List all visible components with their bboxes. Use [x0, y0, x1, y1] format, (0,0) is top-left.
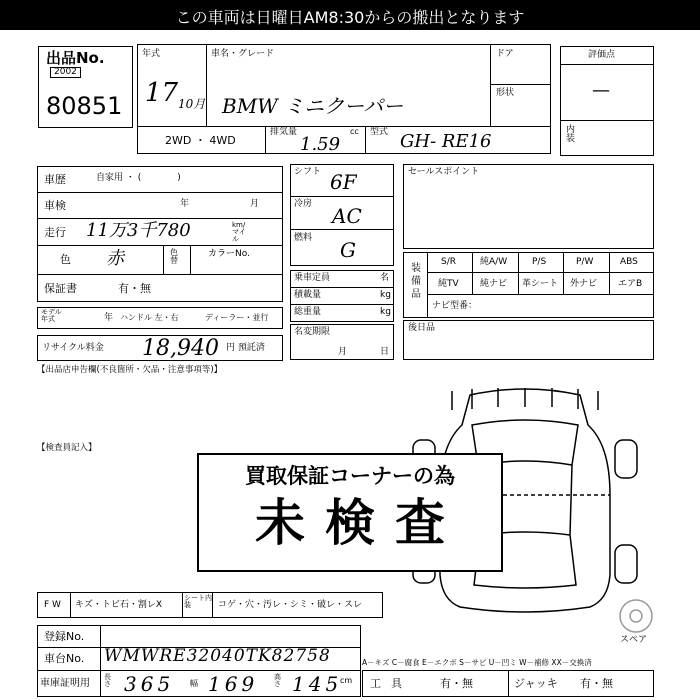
after-label: 後日品	[408, 323, 436, 333]
inspection-year: 年	[180, 199, 190, 209]
warranty-label: 保証書	[44, 282, 77, 295]
tools-label: 工具	[370, 677, 412, 690]
equip-abs: ABS	[620, 257, 638, 267]
inspection-label: 車検	[44, 199, 66, 212]
equip-sr: S/R	[441, 257, 456, 267]
color-change-label: 色替	[170, 248, 178, 265]
lot-number: 80851	[46, 92, 123, 120]
equip-tv: 純TV	[438, 279, 459, 289]
width-label: 幅	[190, 679, 198, 688]
inspector-label: 【検査員記入】	[37, 443, 97, 453]
banner-text: この車両は日曜日AM8:30からの搬出となります	[175, 8, 525, 27]
capacity-label: 乗車定員	[294, 273, 331, 283]
capacity-unit: 名	[380, 273, 390, 283]
weight-unit: kg	[380, 307, 391, 317]
name-change-day: 日	[380, 347, 390, 357]
load-unit: kg	[380, 290, 391, 300]
interior-label: 内装	[566, 125, 576, 144]
name-change-month: 月	[338, 347, 348, 357]
cc-label: cc	[350, 127, 359, 136]
fuel-label: 燃料	[294, 233, 313, 243]
height-value: 145	[292, 672, 343, 696]
equip-ext-navi: 外ナビ	[570, 279, 598, 289]
ac-value: AC	[332, 204, 362, 228]
tools-value: 有・無	[440, 677, 473, 690]
after-box	[403, 320, 654, 360]
reg-label: 登録No.	[44, 630, 85, 643]
equip-navi-model: ナビ型番：	[432, 301, 478, 311]
equip-airbag: エアB	[618, 279, 643, 289]
jack-value: 有・無	[580, 677, 613, 690]
name-change-label: 名変期限	[294, 327, 331, 337]
lot-year-tag: 2002	[50, 67, 81, 78]
len-label: 長さ	[104, 673, 111, 688]
month-value: 10月	[178, 97, 206, 111]
handle-label: ハンドル 左・右	[120, 313, 179, 322]
spare-tire-icon	[618, 598, 654, 634]
fw-label: F W	[44, 600, 61, 610]
equip-pw: P/W	[576, 257, 594, 267]
width-value: 169	[208, 672, 259, 696]
spare-label: スペア	[620, 635, 648, 645]
displacement-label: 排気量	[270, 127, 298, 137]
color-label: 色	[60, 253, 71, 266]
history-label: 車歴	[44, 173, 66, 186]
recycle-unit: 円 預託済	[226, 343, 265, 353]
model-year-label: モデル年式	[41, 308, 62, 323]
year-value: 17	[145, 78, 179, 108]
rating-label: 評価点	[588, 50, 616, 60]
equip-ps: P/S	[532, 257, 547, 267]
jack-label: ジャッキ	[514, 677, 558, 690]
stamp-line2: 未検査	[255, 494, 465, 552]
stamp-line1: 買取保証コーナーの為	[245, 464, 455, 488]
name-value: BMW ミニクーパー	[222, 94, 404, 118]
mileage-km: km/マイル	[232, 221, 246, 243]
rating-value: —	[592, 80, 610, 101]
damage-legend: A－キズ C－腐食 E－エクボ S－サビ U－凹ミ W－補修 XX－交換済	[362, 658, 592, 667]
equip-navi: 純ナビ	[480, 279, 508, 289]
fuel-value: G	[340, 238, 356, 262]
recycle-label: リサイクル料金	[42, 343, 104, 353]
equipment-label: 装備品	[411, 263, 421, 300]
load-label: 積載量	[294, 290, 322, 300]
mileage-value: 11万3千780	[86, 220, 191, 241]
history-value: 自家用 ・ ( )	[96, 173, 181, 183]
model-year-unit: 年	[104, 313, 114, 323]
cm-label: cm	[340, 676, 353, 685]
displacement-value: 1.59	[300, 134, 341, 155]
lot-label: 出品No.	[46, 49, 105, 67]
inspection-month: 月	[250, 199, 260, 209]
sales-point-label: セールスポイント	[408, 167, 480, 177]
len-value: 365	[124, 672, 175, 696]
color-value: 赤	[106, 248, 124, 269]
mileage-label: 走行	[44, 226, 66, 239]
ac-label: 冷房	[294, 199, 313, 209]
model-label: 型式	[370, 127, 389, 137]
year-label: 年式	[142, 49, 161, 59]
weight-label: 総重量	[294, 307, 322, 317]
recycle-value: 18,940	[142, 336, 219, 361]
chassis-value: WMWRE32040TK82758	[104, 646, 331, 666]
door-label: ドア	[496, 49, 514, 59]
shape-label: 形状	[496, 88, 515, 98]
equip-leather: 革シート	[522, 279, 559, 289]
shift-label: シフト	[294, 167, 322, 177]
fw-items: キズ・トビ石・割レX	[75, 600, 162, 610]
shift-value: 6F	[330, 170, 357, 194]
height-label: 高さ	[274, 673, 281, 688]
model-value: GH- RE16	[400, 131, 492, 152]
drive-label: 2WD ・ 4WD	[165, 134, 236, 147]
declaration-label: 【出品店申告欄(不良箇所・欠品・注意事項等)】	[37, 365, 223, 375]
cert-label: 車庫証明用	[40, 678, 90, 689]
color-no-label: カラーNo.	[208, 249, 250, 259]
chassis-label: 車台No.	[44, 652, 85, 665]
dealer-label: ディーラー・並行	[205, 313, 269, 322]
warranty-value: 有・無	[118, 282, 151, 295]
seat-label: シート内装	[184, 594, 212, 609]
seat-items: コゲ・穴・汚レ・シミ・破レ・スレ	[218, 600, 363, 610]
equip-aw: 純A/W	[480, 257, 508, 267]
name-label: 車名・グレード	[211, 49, 275, 59]
